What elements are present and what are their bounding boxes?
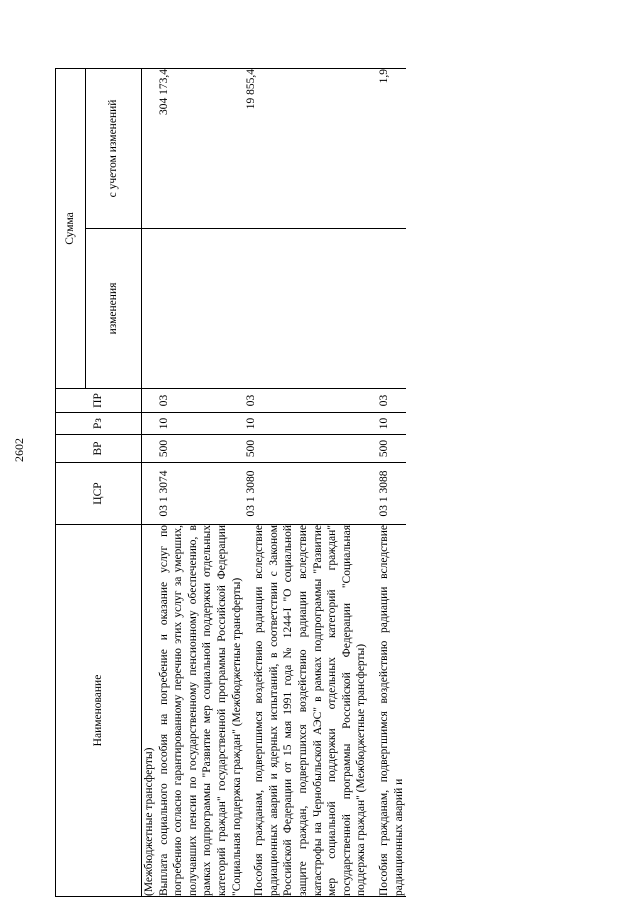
row-pr: 03 — [157, 389, 245, 413]
page-number: 2602 — [12, 438, 26, 462]
header-name: Наименование — [56, 525, 142, 897]
row-name: Выплата социального пособия на погребение и оказание услуг по погребению согласно гарантированному перечню этих услуг за умерших, получавших пенсии по государственному пенсионному обеспечению, в рамках подпрограммы "Развитие мер социальной поддержки отдельных категорий граждан" государственной программы Российской Федерации "Социальная поддержка граждан" (Межбюджетные трансферты) — [157, 525, 243, 896]
row-rz: 10 — [369, 413, 406, 435]
row-name: (Межбюджетные трансферты) — [142, 525, 157, 897]
row-name: Пособия гражданам, подвергшимся воздействию радиации вследствие радиационных аварий и ядерных испытаний, в соответствии с Законом Российской Федерации от 15 мая 1991 года № 1244-I "О социальной защите граждан, подвергшихся воздействию радиации вследствие катастрофы на Чернобыльской АЭС" в рамках подпрограммы "Развитие мер социальной поддержки отдельных категорий граждан" государственной программы Российской Федерации "Социальная поддержка граждан" (Межбюджетные трансферты) — [244, 525, 369, 897]
row-vr: 500 — [369, 435, 406, 463]
header-sum: Сумма — [56, 68, 86, 388]
row-pr: 03 — [244, 389, 369, 413]
row-changes — [369, 229, 406, 389]
table-row — [369, 68, 406, 896]
row-name: Пособия гражданам, подвергшимся воздействию радиации вследствие радиационных аварий и — [369, 525, 406, 897]
row-vr: 500 — [244, 435, 369, 463]
row-changes — [244, 229, 369, 389]
header-pr: ПР — [56, 389, 142, 413]
row-total: 19 855,4 — [244, 68, 369, 228]
row-changes — [157, 229, 245, 389]
row-csr — [142, 463, 157, 525]
row-vr — [142, 435, 157, 463]
table-row — [157, 68, 245, 896]
header-rz: Рз — [56, 413, 142, 435]
row-rz: 10 — [244, 413, 369, 435]
row-vr: 500 — [157, 435, 245, 463]
row-total: 304 173,4 — [157, 68, 245, 228]
row-rz — [142, 413, 157, 435]
table-row — [142, 68, 157, 896]
row-total: 1,9 — [369, 68, 406, 228]
row-pr — [142, 389, 157, 413]
table-row — [244, 68, 369, 896]
row-csr: 03 1 3088 — [369, 463, 406, 525]
header-csr: ЦСР — [56, 463, 142, 525]
row-csr: 03 1 3074 — [157, 463, 245, 525]
row-changes — [142, 229, 157, 389]
row-total — [142, 68, 157, 228]
header-with-changes: с учетом изменений — [86, 68, 142, 228]
row-rz: 10 — [157, 413, 245, 435]
header-changes: изменения — [86, 229, 142, 389]
row-csr: 03 1 3080 — [244, 463, 369, 525]
budget-table — [55, 68, 406, 897]
row-pr: 03 — [369, 389, 406, 413]
header-vr: ВР — [56, 435, 142, 463]
